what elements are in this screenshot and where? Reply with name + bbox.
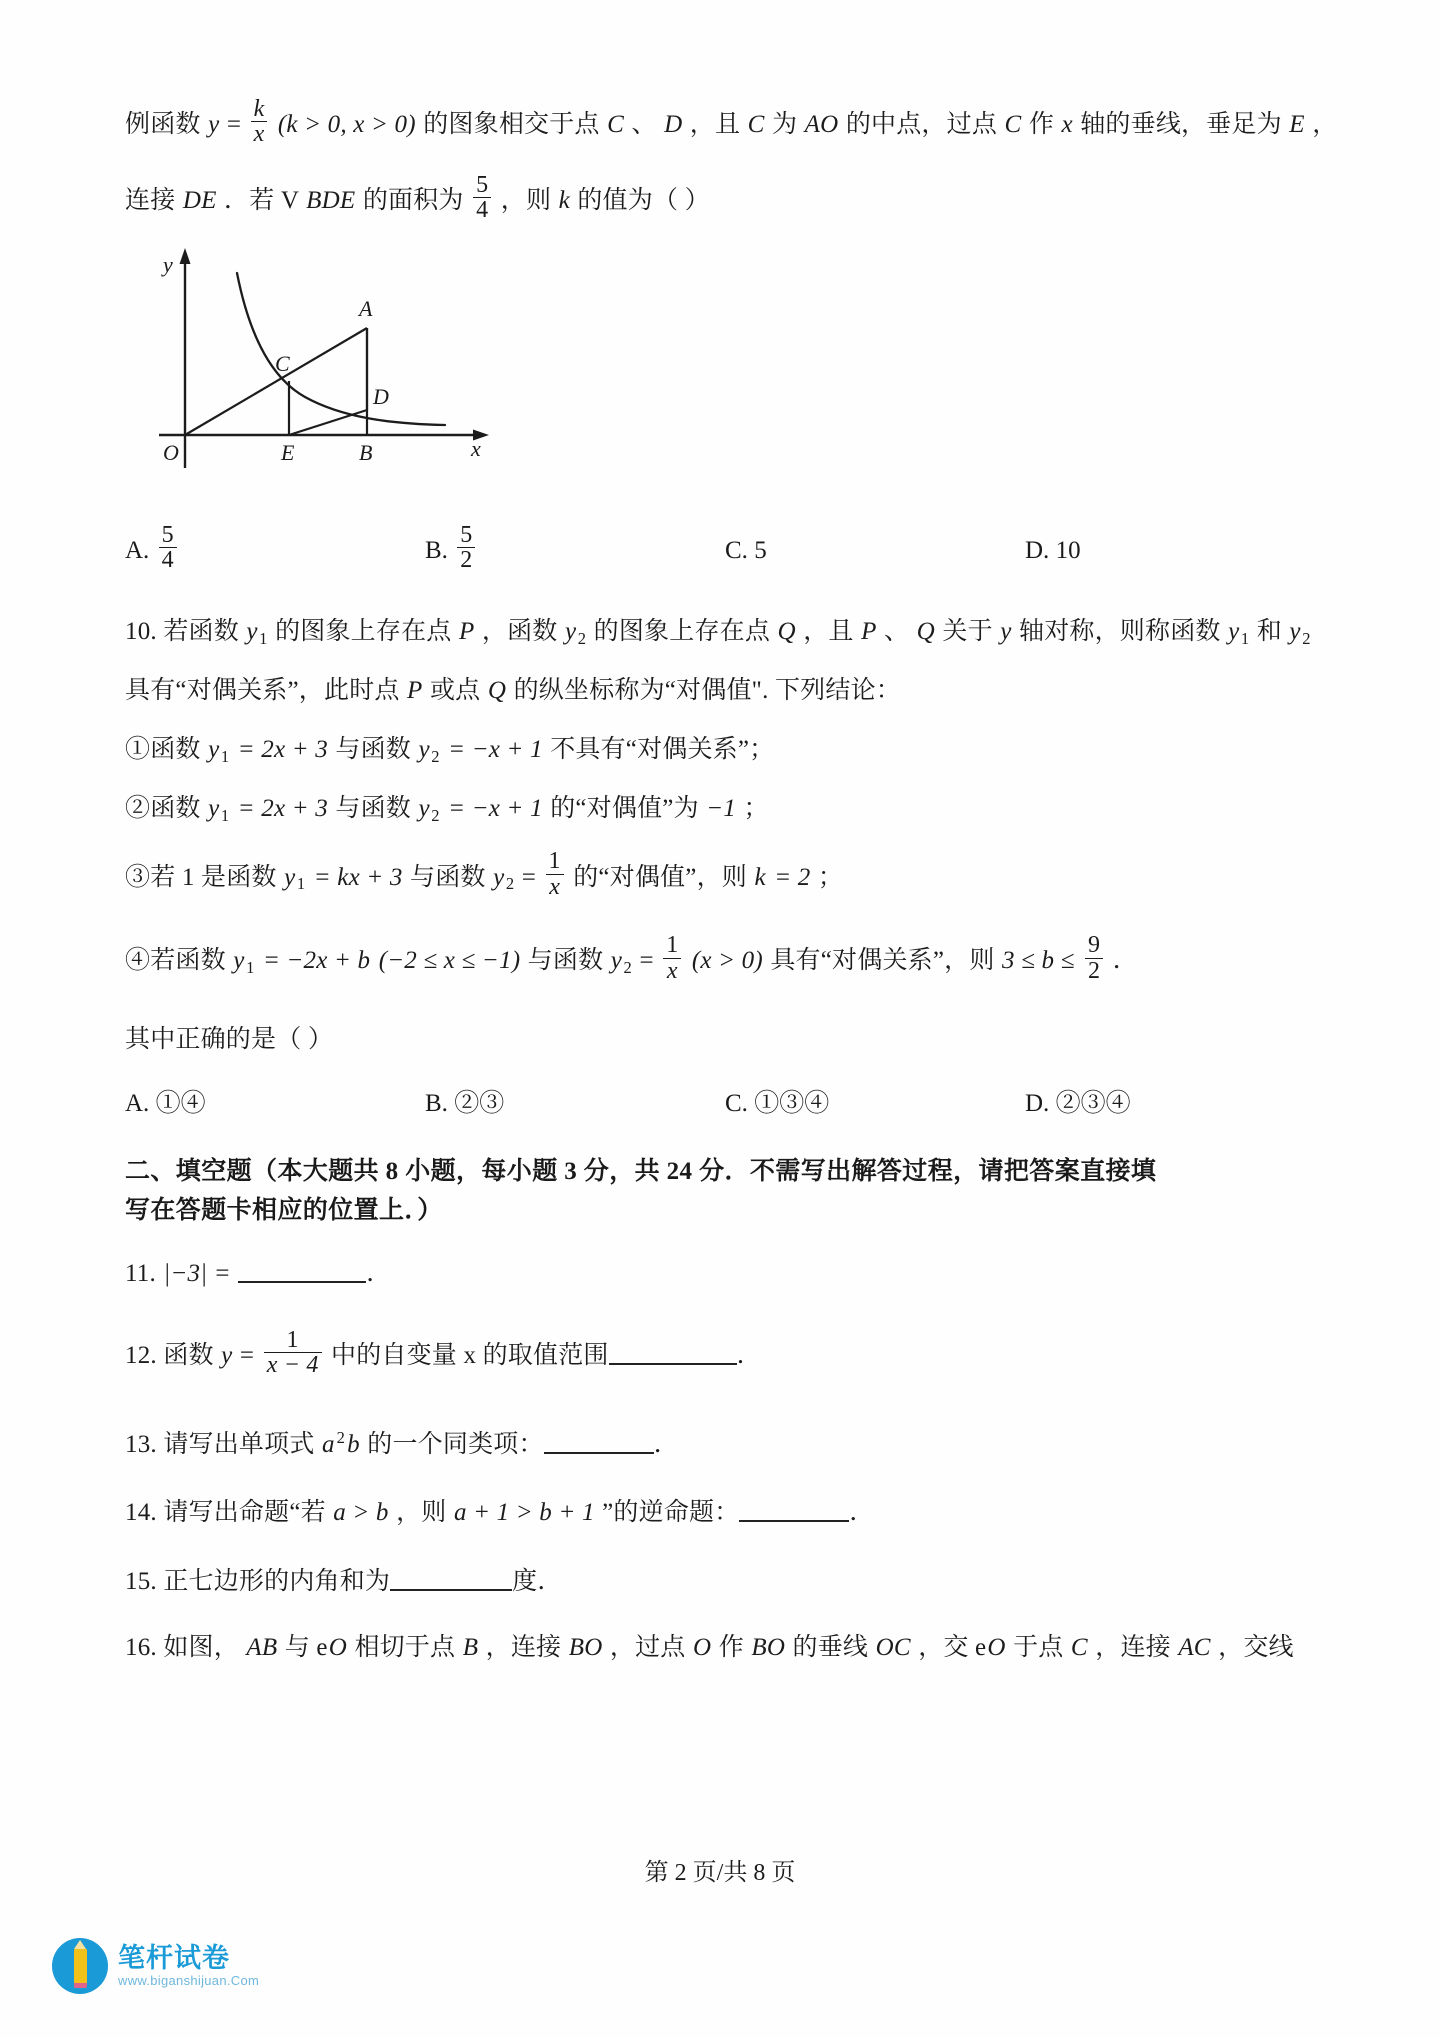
q10-choice-c[interactable]: [725, 1083, 1025, 1119]
q12-denominator: x − 4: [264, 1352, 322, 1377]
q10-item-3-denominator: x: [546, 874, 564, 899]
q10-item-2-y2: y: [418, 795, 430, 823]
q9-text-d: 为: [771, 111, 798, 138]
q12-fraction: [264, 1328, 322, 1378]
q10-paragraph-1a: [125, 616, 1315, 649]
q10-choice-d[interactable]: [1025, 1083, 1265, 1119]
q16-number: 16.: [125, 1634, 157, 1662]
q9-area-numerator: 5: [476, 171, 489, 198]
q13-text-a: 请写出单项式: [163, 1430, 315, 1458]
q10-point-q: Q: [777, 617, 796, 645]
q9-segment-de: DE: [182, 186, 217, 214]
q10-item-4-f2-denominator: 2: [1085, 958, 1103, 983]
watermark: [52, 1938, 259, 1994]
q10-t6: 关于: [942, 617, 993, 645]
q10-t8: 和: [1256, 617, 1282, 645]
segment-de: [289, 410, 367, 435]
choice-d[interactable]: [1025, 537, 1265, 565]
q10-t4: 的图象上存在点: [593, 617, 771, 645]
q10-item-4-eq1: = −2x + b: [262, 947, 371, 975]
q16-text-f: 作: [718, 1634, 744, 1662]
q14-inequality-2: a + 1 > b + 1: [453, 1499, 595, 1527]
choice-b-fraction: [457, 523, 475, 573]
q10-item-4-c: 具有“对偶关系”，则: [770, 947, 995, 975]
q10-item-4: [125, 932, 1315, 986]
q16-text-k: ，交线: [1218, 1634, 1294, 1662]
q9-text-f: 作: [1028, 111, 1055, 138]
q10-item-1-mark: ①: [125, 735, 151, 763]
q16-text-c: 相切于点: [354, 1634, 456, 1662]
q10-item-4-numerator: 1: [666, 932, 679, 959]
q10-item-4-fraction-2: [1085, 933, 1103, 983]
question-9-choices: [125, 518, 1315, 584]
q10-paragraph-1b: [125, 675, 1315, 708]
q14-number: 14.: [125, 1499, 157, 1527]
q10-item-4-y2-sub: 2: [623, 958, 632, 978]
pencil-icon: [74, 1949, 87, 1983]
q11-answer-blank[interactable]: [238, 1256, 366, 1283]
choice-a[interactable]: [125, 521, 425, 576]
q10-item-1-y2: y: [418, 735, 430, 763]
q10-item-4-b: 与函数: [527, 947, 604, 975]
page-footer: [0, 1852, 1440, 1887]
q9-text-b: 的图象相交于点: [423, 111, 600, 138]
figure-label-a: A: [359, 295, 373, 321]
question-15: [125, 1564, 1315, 1599]
figure-label-o: O: [163, 439, 179, 465]
q10-t5: ，且: [803, 617, 854, 645]
q10-item-4-d: ．: [1112, 947, 1138, 975]
q10-item-2-c: 的“对偶值”为: [550, 795, 699, 823]
q12-equals: =: [239, 1341, 255, 1369]
q10-item-3-y1: y: [284, 863, 296, 891]
q10-sep: 、: [884, 617, 910, 645]
q10-item-4-eq-sign: =: [639, 947, 654, 975]
q9-point-c: C: [607, 111, 624, 138]
geometry-diagram: [145, 238, 505, 488]
q10-point-p2: P: [861, 617, 877, 645]
figure-label-e: E: [281, 439, 295, 465]
choice-b-numerator: 5: [460, 521, 473, 548]
q10-item-1-eq2: = −x + 1: [448, 735, 543, 763]
figure-label-y: y: [163, 251, 173, 277]
q9-equals: =: [226, 111, 242, 138]
q10-item-3-a: 若 1 是函数: [150, 863, 277, 891]
q15-text-a: 正七边形的内角和为: [163, 1567, 391, 1595]
figure-label-b: B: [359, 439, 373, 465]
q10-t10: 或点: [429, 677, 481, 705]
q10-item-4-denominator: x: [663, 958, 681, 983]
q10-tail-text: 其中正确的是（ ）: [125, 1026, 334, 1054]
q10-item-3-fraction: [546, 849, 564, 899]
q10-item-1-a: 函数: [150, 735, 201, 763]
q10-item-3-c: 的“对偶值”，则: [573, 863, 747, 891]
q10-item-2-d: ；: [743, 795, 769, 823]
q16-text-j: ，连接: [1095, 1634, 1171, 1662]
question-12: [125, 1326, 1315, 1381]
q9-point-d: D: [664, 111, 683, 138]
q10-y1b: y: [1228, 617, 1240, 645]
choice-c-value: 5: [754, 536, 767, 564]
page-number-text: 第 2 页/共 8 页: [644, 1860, 796, 1886]
q9-var-k: k: [558, 186, 570, 214]
q16-point-c: C: [1070, 1634, 1088, 1662]
q10-item-2-mark: ②: [125, 795, 151, 823]
choice-d-value: 10: [1055, 536, 1081, 564]
q16-circle-o: O: [328, 1634, 347, 1662]
q10-y2b: y: [1289, 617, 1301, 645]
q10-choice-c-text: ①③④: [754, 1089, 830, 1117]
q9-l2-text-e: 的值为（ ）: [577, 186, 710, 214]
q10-item-2-y2-sub: 2: [431, 806, 440, 826]
q12-text-a: 函数: [163, 1341, 214, 1369]
question-10: [125, 616, 1315, 1119]
choice-b-prefix: B.: [425, 536, 448, 564]
q10-item-3-d: = 2: [774, 863, 811, 891]
q10-t2: 的图象上存在点: [275, 617, 452, 645]
q9-var-y: y: [208, 111, 220, 138]
q10-item-3-y1-sub: 1: [296, 874, 306, 894]
q10-y1-sub: 1: [259, 628, 268, 648]
q9-l2-text-a: 连接: [125, 186, 176, 214]
q10-axis-y: y: [1000, 617, 1012, 645]
question-16: [125, 1632, 1315, 1665]
q9-point-c3: C: [1004, 111, 1022, 138]
q9-sep-1: 、: [631, 111, 657, 138]
q9-triangle-bde: BDE: [306, 186, 356, 214]
q10-item-3-mark: ③: [125, 863, 151, 891]
q10-item-4-y1: y: [233, 947, 245, 975]
question-10-choices: [125, 1083, 1315, 1119]
figure-label-x: x: [471, 435, 481, 461]
choice-a-denominator: 4: [159, 547, 177, 572]
q12-text-b: 中的自变量 x 的取值范围: [331, 1341, 609, 1369]
q13-number: 13.: [125, 1430, 157, 1458]
watermark-url: www.biganshijuan.Com: [118, 1972, 260, 1988]
q10-point-p3: P: [407, 677, 423, 705]
question-9-figure: [145, 238, 505, 488]
q10-item-4-f2-numerator: 9: [1088, 932, 1101, 959]
q10-item-3-b: 与函数: [410, 863, 486, 891]
q13-answer-blank[interactable]: [544, 1427, 654, 1454]
q10-tail-prompt: [125, 1024, 1315, 1057]
q16-circle-o3: O: [987, 1634, 1006, 1662]
q9-frac-denominator: x: [251, 121, 268, 146]
page-content: [125, 95, 1338, 1691]
q10-point-p: P: [458, 617, 475, 645]
q10-item-3: [125, 848, 1315, 903]
choice-a-numerator: 5: [161, 521, 174, 548]
choice-c-prefix: C.: [725, 536, 748, 564]
q9-area-denominator: 4: [473, 197, 491, 222]
q16-segment-ab: AB: [246, 1634, 278, 1662]
q10-item-3-e: ；: [817, 863, 844, 891]
hyperbola-curve: [237, 273, 445, 425]
q9-segment-ao: AO: [804, 111, 839, 138]
q12-number: 12.: [125, 1341, 157, 1369]
figure-label-c: C: [275, 350, 290, 376]
q10-item-1: [125, 734, 1315, 767]
q10-item-3-y2: y: [493, 863, 505, 891]
q11-period: ．: [366, 1260, 392, 1288]
watermark-title: 笔杆试卷: [118, 1943, 230, 1974]
question-9-line-1: [125, 95, 1338, 150]
q10-item-2-a: 函数: [150, 795, 201, 823]
q10-y2b-sub: 2: [1302, 628, 1311, 648]
q10-choice-b-text: ②③: [454, 1089, 505, 1117]
q16-point-b: B: [462, 1634, 479, 1662]
q16-segment-ac: AC: [1178, 1634, 1211, 1662]
question-11: [125, 1256, 1315, 1291]
q10-t9: 具有“对偶关系”，此时点: [125, 677, 400, 705]
q9-text-g: 轴的垂线，垂足为: [1080, 111, 1282, 138]
q10-item-2: [125, 793, 1315, 826]
q10-t11: 的纵坐标称为“对偶值". 下列结论：: [513, 677, 901, 705]
q12-period: ．: [736, 1341, 762, 1369]
q9-l2-text-d: ，则: [500, 186, 552, 214]
q12-numerator: 1: [286, 1326, 299, 1353]
choice-a-fraction: [159, 523, 177, 573]
q10-item-1-b: 与函数: [335, 735, 412, 763]
q10-y1b-sub: 1: [1240, 628, 1250, 648]
y-axis-arrowhead: [180, 248, 191, 264]
section-2-heading-line-1: 二、填空题（本大题共 8 小题，每小题 3 分，共 24 分．不需写出解答过程，请把答案直接填: [125, 1157, 1157, 1185]
q10-item-3-y2-sub: 2: [505, 874, 515, 894]
question-14: [125, 1495, 1315, 1530]
q14-period: ．: [849, 1499, 875, 1527]
q10-item-4-y2: y: [610, 947, 623, 975]
q10-choice-a[interactable]: [125, 1083, 425, 1119]
q13-period: ．: [653, 1430, 679, 1458]
q10-point-q3: Q: [487, 677, 507, 705]
q10-item-3-numerator: 1: [548, 848, 561, 875]
q13-monomial-exponent: 2: [336, 1428, 346, 1448]
q9-triangle-symbol: V: [280, 186, 299, 214]
q14-answer-blank[interactable]: [739, 1495, 849, 1522]
q10-t1: 若函数: [163, 617, 239, 645]
q12-var-y: y: [221, 1341, 233, 1369]
q10-item-2-eq2: = −x + 1: [448, 795, 543, 823]
q10-point-q2: Q: [916, 617, 935, 645]
q10-item-2-eq1: = 2x + 3: [237, 795, 328, 823]
q10-choice-a-text: ①④: [155, 1089, 206, 1117]
q16-text-h: ，交 e: [918, 1634, 987, 1662]
question-9: [125, 95, 1338, 584]
q9-frac-numerator: k: [253, 95, 265, 122]
q10-item-1-y1-sub: 1: [220, 746, 230, 766]
q9-text-a: 例函数: [125, 111, 201, 138]
q10-item-4-fraction: [663, 933, 681, 983]
question-13: [125, 1427, 1315, 1462]
q10-item-1-y2-sub: 2: [431, 746, 440, 766]
q10-item-3-k: k: [754, 863, 766, 891]
q14-text-c: ”的逆命题：: [602, 1499, 740, 1527]
choice-a-prefix: A.: [125, 536, 150, 564]
q10-item-2-value: −1: [706, 795, 737, 823]
q9-text-c: ，且: [689, 111, 741, 138]
q10-t3: ，函数: [481, 617, 558, 645]
figure-label-d: D: [373, 383, 389, 409]
q10-item-4-ineq: 3 ≤ b ≤: [1002, 947, 1075, 975]
q10-y2-sub: 2: [577, 628, 587, 648]
q14-text-b: ，则: [396, 1499, 447, 1527]
q14-text-a: 请写出命题“若: [163, 1499, 326, 1527]
q10-item-4-a: 若函数: [150, 947, 226, 975]
question-9-line-2: [125, 171, 1315, 226]
q16-point-o2: O: [692, 1634, 712, 1662]
section-2-heading-line-2: 写在答题卡相应的位置上．）: [125, 1196, 443, 1224]
q11-number: 11.: [125, 1260, 156, 1288]
q15-answer-blank[interactable]: [390, 1564, 512, 1591]
q10-item-4-y1-sub: 1: [246, 958, 255, 978]
q10-choice-b[interactable]: [425, 1083, 725, 1119]
q9-l2-text-b: ．若: [224, 186, 275, 214]
choice-c[interactable]: [725, 537, 1025, 565]
q14-inequality-1: a > b: [333, 1499, 389, 1527]
q10-number: 10.: [125, 617, 157, 645]
q10-item-4-mark: ④: [125, 947, 151, 975]
q16-text-a: 如图，: [163, 1634, 239, 1662]
q9-condition: (k > 0, x > 0): [277, 111, 416, 138]
q10-item-4-range: (−2 ≤ x ≤ −1): [378, 947, 521, 975]
q16-segment-oc: OC: [875, 1634, 911, 1662]
q10-item-3-eq1: = kx + 3: [313, 863, 403, 891]
q9-fraction-k-over-x: [251, 97, 268, 147]
q10-item-2-y1-sub: 1: [220, 806, 230, 826]
q10-item-1-eq1: = 2x + 3: [237, 735, 328, 763]
q16-text-b: 与 e: [284, 1634, 328, 1662]
watermark-text: [118, 1944, 259, 1987]
q9-text-e: 的中点，过点: [845, 111, 998, 138]
q16-text-i: 于点: [1013, 1634, 1064, 1662]
q16-segment-bo2: BO: [751, 1634, 786, 1662]
q10-item-3-eq-sign: =: [521, 863, 537, 891]
q9-point-c2: C: [747, 111, 765, 138]
q10-choice-d-text: ②③④: [1055, 1089, 1131, 1117]
section-2-heading: [125, 1153, 1315, 1231]
q9-axis-x: x: [1061, 111, 1073, 138]
q12-answer-blank[interactable]: [609, 1338, 737, 1365]
q10-item-1-c: 不具有“对偶关系”；: [550, 735, 775, 763]
choice-b[interactable]: [425, 521, 725, 576]
choice-d-prefix: D.: [1025, 536, 1050, 564]
q15-number: 15.: [125, 1567, 157, 1595]
pencil-badge-icon: [52, 1938, 108, 1994]
q10-choice-d-prefix: D.: [1025, 1089, 1050, 1117]
q13-monomial-b: b: [347, 1430, 360, 1458]
q13-text-b: 的一个同类项：: [367, 1430, 544, 1458]
q16-segment-bo: BO: [568, 1634, 603, 1662]
q9-text-h: ，: [1312, 111, 1338, 138]
q11-expression: |−3| =: [163, 1260, 231, 1288]
q13-monomial-a: a: [321, 1430, 335, 1458]
q16-text-g: 的垂线: [792, 1634, 869, 1662]
q10-item-1-y1: y: [208, 735, 220, 763]
choice-b-denominator: 2: [457, 547, 475, 572]
q10-choice-b-prefix: B.: [425, 1089, 448, 1117]
q10-item-4-cond: (x > 0): [691, 947, 763, 975]
q10-y1: y: [246, 617, 258, 645]
q9-area-fraction: [473, 173, 491, 223]
q16-text-d: ，连接: [485, 1634, 562, 1662]
q9-point-e: E: [1289, 111, 1305, 138]
q9-l2-text-c: 的面积为: [362, 186, 464, 214]
q10-choice-c-prefix: C.: [725, 1089, 748, 1117]
q10-choice-a-prefix: A.: [125, 1089, 150, 1117]
q10-y2: y: [564, 617, 577, 645]
q15-text-b: 度．: [512, 1567, 563, 1595]
q10-item-2-y1: y: [208, 795, 220, 823]
q10-t7: 轴对称，则称函数: [1019, 617, 1221, 645]
q16-text-e: ，过点: [609, 1634, 686, 1662]
q10-item-2-b: 与函数: [335, 795, 412, 823]
